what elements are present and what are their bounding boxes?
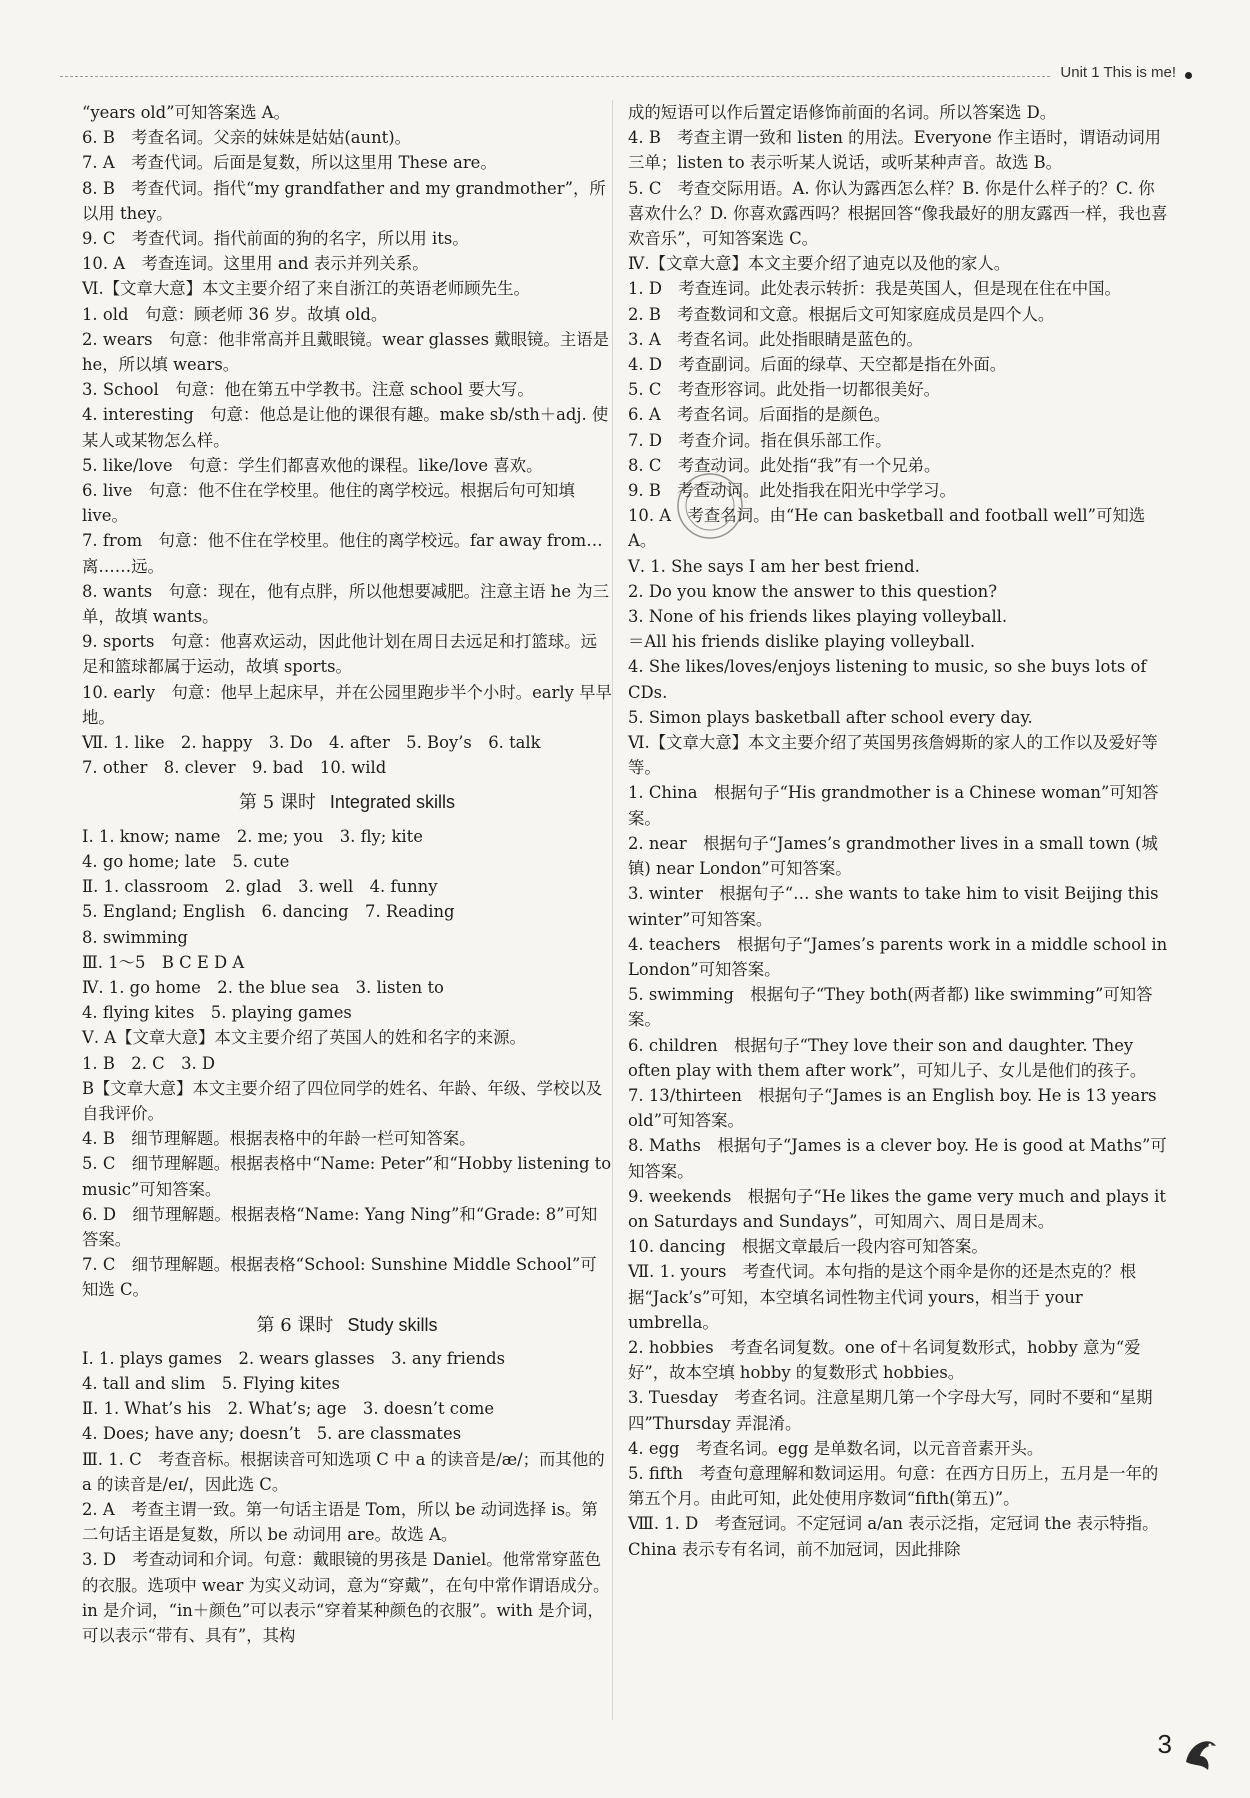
answer-line: 1. China 根据句子“His grandmother is a Chinese woman”可知答案。 xyxy=(628,783,1159,828)
answer-line: 成的短语可以作后置定语修饰前面的名词。所以答案选 D。 xyxy=(628,103,1057,122)
answer-line: Ⅵ.【文章大意】本文主要介绍了英国男孩詹姆斯的家人的工作以及爱好等等。 xyxy=(628,733,1158,778)
answer-line: 5. C 考查交际用语。A. 你认为露西怎么样？B. 你是什么样子的？C. 你喜欢什么？D. 你喜欢露西吗？根据回答“像我最好的朋友露西一样，我也喜欢音乐”，可知答案选 C。 xyxy=(628,178,1168,249)
answer-line: 2. Do you know the answer to this question? xyxy=(628,581,997,601)
answer-line: 10. dancing 根据文章最后一段内容可知答案。 xyxy=(628,1237,988,1257)
left-answers-part2 xyxy=(82,824,612,1303)
answer-line: 4. interesting 句意：他总是让他的课很有趣。make sb/sth＋adj. 使某人或某物怎么样。 xyxy=(82,405,609,450)
answer-line: Ⅶ. 1. yours 考查代词。本句指的是这个雨伞是你的还是杰克的？根据“Jack’s”可知，本空填名词性物主代词 yours，相当于 your umbrella。 xyxy=(628,1262,1137,1332)
answer-line: Ⅱ. 1. What’s his 2. What’s; age 3. doesn’t come xyxy=(82,1399,495,1419)
answer-line: 7. C 细节理解题。根据表格“School: Sunshine Middle School”可知选 C。 xyxy=(82,1255,597,1300)
answer-line: 5. like/love 句意：学生们都喜欢他的课程。like/love 喜欢。 xyxy=(82,455,543,475)
answer-line: 1. B 2. C 3. D xyxy=(82,1053,216,1073)
answer-line: 3. D 考查动词和介词。句意：戴眼镜的男孩是 Daniel。他常常穿蓝色的衣服。选项中 wear 为实义动词，意为“穿戴”，在句中常作谓语成分。in 是介词，“in＋颜色”可以表示“穿着某种颜色的衣服”。with 是介词，可以表示“带有、具有”，其构 xyxy=(82,1550,610,1645)
section-heading-6-cn: 第 6 课时 xyxy=(256,1314,334,1336)
answer-line: 2. A 考查主谓一致。第一句话主语是 Tom，所以 be 动词选择 is。第二句话主语是复数，所以 be 动词用 are。故选 A。 xyxy=(82,1499,598,1545)
answer-line: 4. tall and slim 5. Flying kites xyxy=(82,1373,340,1393)
section-heading-5 xyxy=(82,790,612,815)
answer-line: 4. She likes/loves/enjoys listening to music, so she buys lots of CDs. xyxy=(628,657,1147,702)
answer-line: ＝All his friends dislike playing volleyball. xyxy=(628,632,976,652)
answer-line: 6. children 根据句子“They love their son and daughter. They often play with them after work”，可知儿子、女儿是他们的孩子。 xyxy=(628,1035,1147,1080)
answer-line: 4. go home; late 5. cute xyxy=(82,851,290,871)
section-heading-5-en: Integrated skills xyxy=(329,792,455,813)
page-header xyxy=(60,62,1200,90)
answer-line: 3. None of his friends likes playing volleyball. xyxy=(628,607,1008,627)
answer-line: 8. B 考查代词。指代“my grandfather and my grandmother”，所以用 they。 xyxy=(82,178,606,223)
answer-line: Ⅳ.【文章大意】本文主要介绍了迪克以及他的家人。 xyxy=(628,254,1011,274)
answer-line: 2. B 考查数词和文意。根据后文可知家庭成员是四个人。 xyxy=(628,304,1055,324)
answer-line: 3. Tuesday 考查名词。注意星期几第一个字母大写，同时不要和“星期四”Thursday 弄混淆。 xyxy=(628,1388,1153,1433)
section-heading-6-en: Study skills xyxy=(347,1314,438,1335)
answer-line: 9. B 考查动词。此处指我在阳光中学学习。 xyxy=(628,481,956,501)
answer-line: 4. B 考查主谓一致和 listen 的用法。Everyone 作主语时，谓语动词用三单；listen to 表示听某人说话，或听某种声音。故选 B。 xyxy=(628,128,1161,173)
answer-line: B【文章大意】本文主要介绍了四位同学的姓名、年龄、年级、学校以及自我评价。 xyxy=(82,1078,603,1123)
answer-line: 5. C 细节理解题。根据表格中“Name: Peter”和“Hobby listening to music”可知答案。 xyxy=(82,1154,612,1199)
answer-line: 5. C 考查形容词。此处指一切都很美好。 xyxy=(628,380,941,400)
answer-line: “years old”可知答案选 A。 xyxy=(82,103,290,122)
answer-line: 7. other 8. clever 9. bad 10. wild xyxy=(82,758,387,778)
answer-line: 7. from 句意：他不住在学校里。他住的离学校远。far away from… 离……远。 xyxy=(82,531,603,576)
answer-line: 6. B 考查名词。父亲的妹妹是姑姑(aunt)。 xyxy=(82,128,412,148)
header-title: Unit 1 This is me! xyxy=(1060,64,1176,81)
answer-line: 6. live 句意：他不住在学校里。他住的离学校远。根据后句可知填 live。 xyxy=(82,481,575,526)
answer-line: Ⅳ. 1. go home 2. the blue sea 3. listen to xyxy=(82,977,444,997)
section-heading-6 xyxy=(82,1313,612,1338)
answer-line: 2. near 根据句子“James’s grandmother lives in a small town (城镇) near London”可知答案。 xyxy=(628,833,1158,879)
left-column xyxy=(82,100,612,1648)
answer-line: 8. swimming xyxy=(82,927,188,947)
answer-line: 7. D 考查介词。指在俱乐部工作。 xyxy=(628,430,892,450)
header-rule xyxy=(60,76,1050,77)
answer-line: 8. wants 句意：现在，他有点胖，所以他想要减肥。注意主语 he 为三单，故填 wants。 xyxy=(82,581,610,627)
answer-line: 3. School 句意：他在第五中学教书。注意 school 要大写。 xyxy=(82,380,534,400)
answer-line: 5. Simon plays basketball after school every day. xyxy=(628,707,1033,727)
answer-line: Ⅰ. 1. plays games 2. wears glasses 3. any friends xyxy=(82,1348,506,1368)
answer-line: 2. wears 句意：他非常高并且戴眼镜。wear glasses 戴眼镜。主语是 he，所以填 wears。 xyxy=(82,329,609,375)
answer-line: 2. hobbies 考查名词复数。one of＋名词复数形式，hobby 意为“爱好”，故本空填 hobby 的复数形式 hobbies。 xyxy=(628,1337,1141,1383)
answer-line: 1. D 考查连词。此处表示转折：我是英国人，但是现在住在中国。 xyxy=(628,279,1121,299)
answer-line: Ⅴ. 1. She says I am her best friend. xyxy=(628,556,920,576)
left-answers-part3 xyxy=(82,1346,612,1648)
column-divider xyxy=(612,100,613,1720)
answer-line: 4. B 细节理解题。根据表格中的年龄一栏可知答案。 xyxy=(82,1129,476,1149)
answer-line: 4. teachers 根据句子“James’s parents work in a middle school in London”可知答案。 xyxy=(628,934,1168,979)
watermark-stamp-icon xyxy=(660,466,760,546)
answer-line: 8. C 考查动词。此处指“我”有一个兄弟。 xyxy=(628,455,941,475)
answer-line: 10. A 考查名词。由“He can basketball and football well”可知选 A。 xyxy=(628,506,1146,551)
answer-line: 5. England; English 6. dancing 7. Reading xyxy=(82,902,455,922)
answer-line: 1. old 句意：顾老师 36 岁。故填 old。 xyxy=(82,304,388,324)
answer-line: Ⅱ. 1. classroom 2. glad 3. well 4. funny xyxy=(82,877,438,897)
answer-line: 5. fifth 考查句意理解和数词运用。句意：在西方日历上，五月是一年的第五个月。由此可知，此处使用序数词“fifth(第五)”。 xyxy=(628,1463,1159,1509)
page-number: 3 xyxy=(1157,1729,1172,1759)
dolphin-mascot-icon xyxy=(1180,1732,1220,1778)
answer-line: Ⅶ. 1. like 2. happy 3. Do 4. after 5. Boy’s 6. talk xyxy=(82,733,541,753)
answer-line: Ⅷ. 1. D 考查冠词。不定冠词 a/an 表示泛指，定冠词 the 表示特指。China 表示专有名词，前不加冠词，因此排除 xyxy=(628,1514,1159,1559)
answer-line: 5. swimming 根据句子“They both(两者都) like swimming”可知答案。 xyxy=(628,985,1153,1030)
answer-line: Ⅲ. 1～5 B C E D A xyxy=(82,952,245,972)
answer-line: 6. D 细节理解题。根据表格“Name: Yang Ning”和“Grade: 8”可知答案。 xyxy=(82,1204,598,1249)
answer-line: 4. egg 考查名词。egg 是单数名词，以元音音素开头。 xyxy=(628,1438,1044,1458)
answer-line: 4. flying kites 5. playing games xyxy=(82,1003,352,1023)
answer-line: 10. A 考查连词。这里用 and 表示并列关系。 xyxy=(82,254,429,274)
right-column xyxy=(628,100,1168,1562)
answer-line: Ⅵ.【文章大意】本文主要介绍了来自浙江的英语老师顾先生。 xyxy=(82,279,530,299)
answer-line: Ⅲ. 1. C 考查音标。根据读音可知选项 C 中 a 的读音是/æ/；而其他的 a 的读音是/eɪ/，因此选 C。 xyxy=(82,1449,605,1494)
answer-line: 10. early 句意：他早上起床早，并在公园里跑步半个小时。early 早早地。 xyxy=(82,682,612,727)
answer-line: 9. sports 句意：他喜欢运动，因此他计划在周日去远足和打篮球。远足和篮球都属于运动，故填 sports。 xyxy=(82,632,597,677)
answer-line: 9. weekends 根据句子“He likes the game very much and plays it on Saturdays and Sundays”，可知周六、周日是周末。 xyxy=(628,1186,1166,1231)
answer-line: 8. Maths 根据句子“James is a clever boy. He is good at Maths”可知答案。 xyxy=(628,1136,1167,1181)
answer-line: Ⅰ. 1. know; name 2. me; you 3. fly; kite xyxy=(82,826,423,846)
right-answers xyxy=(628,100,1168,1562)
answer-line: 4. Does; have any; doesn’t 5. are classmates xyxy=(82,1424,462,1444)
left-answers-part1 xyxy=(82,100,612,780)
answer-line: Ⅴ. A【文章大意】本文主要介绍了英国人的姓和名字的来源。 xyxy=(82,1028,526,1048)
section-heading-5-cn: 第 5 课时 xyxy=(239,792,316,814)
answer-line: 6. A 考查名词。后面指的是颜色。 xyxy=(628,405,891,425)
answer-line: 4. D 考查副词。后面的绿草、天空都是指在外面。 xyxy=(628,355,1007,375)
answer-line: 7. 13/thirteen 根据句子“James is an English boy. He is 13 years old”可知答案。 xyxy=(628,1085,1157,1131)
answer-line: 3. winter 根据句子“… she wants to take him to visit Beijing this winter”可知答案。 xyxy=(628,884,1159,929)
header-dot-icon xyxy=(1185,72,1192,79)
answer-line: 9. C 考查代词。指代前面的狗的名字，所以用 its。 xyxy=(82,229,469,249)
answer-line: 7. A 考查代词。后面是复数，所以这里用 These are。 xyxy=(82,153,497,173)
answer-line: 3. A 考查名词。此处指眼睛是蓝色的。 xyxy=(628,329,923,349)
